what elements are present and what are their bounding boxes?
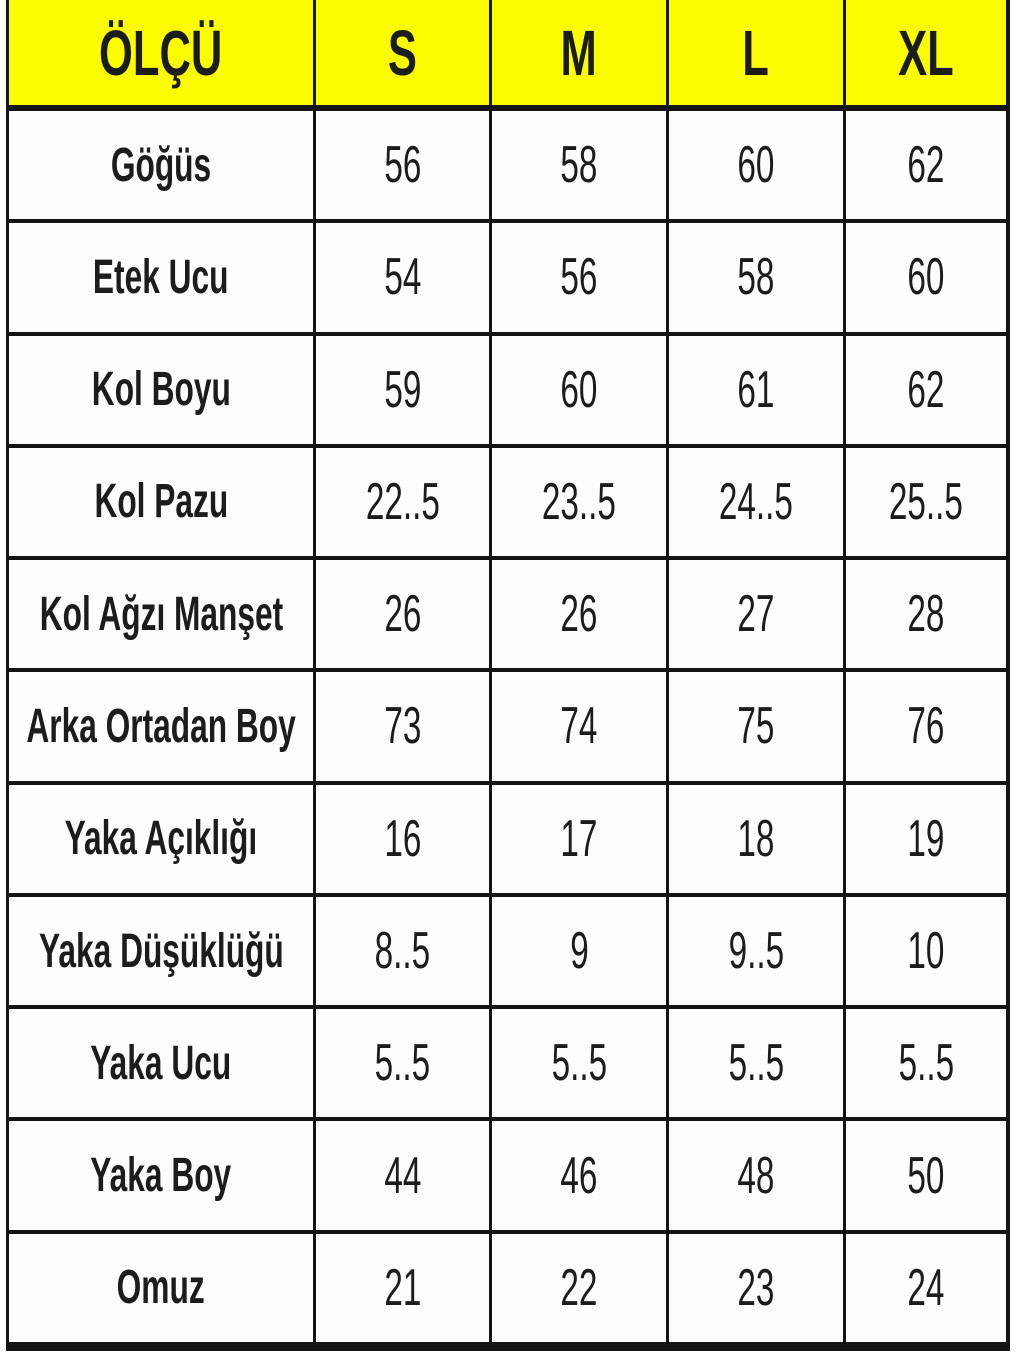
header-cell-size-m xyxy=(492,0,669,111)
size-value: 22 xyxy=(560,1258,598,1317)
size-value: 50 xyxy=(907,1146,945,1205)
size-value: 9 xyxy=(569,922,589,981)
size-value-cell xyxy=(316,1234,492,1346)
size-value: 26 xyxy=(560,585,598,644)
size-value: 58 xyxy=(737,248,775,307)
row-label-cell xyxy=(9,1121,316,1233)
size-value-cell xyxy=(669,560,846,672)
size-value-cell xyxy=(669,1121,846,1233)
size-value-cell xyxy=(316,111,492,223)
row-label: Yaka Boy xyxy=(90,1149,232,1203)
header-cell-size-xl xyxy=(846,0,1006,111)
size-value-cell xyxy=(316,336,492,448)
row-label: Arka Ortadan Boy xyxy=(26,699,296,753)
size-value-cell xyxy=(316,448,492,560)
row-label-cell xyxy=(9,336,316,448)
size-value: 56 xyxy=(383,136,422,195)
size-value-cell xyxy=(316,672,492,784)
size-value: 58 xyxy=(560,136,598,195)
size-value-cell xyxy=(316,785,492,897)
size-value-cell xyxy=(492,672,669,784)
size-value: 5..5 xyxy=(898,1034,954,1093)
size-value: 21 xyxy=(383,1258,422,1317)
size-value-cell xyxy=(669,111,846,223)
size-value: 23 xyxy=(737,1258,775,1317)
row-label: Kol Pazu xyxy=(94,475,228,529)
header-size-label-l: L xyxy=(742,16,770,89)
size-value-cell xyxy=(669,448,846,560)
row-label: Kol Ağzı Manşet xyxy=(39,587,283,641)
row-label-cell xyxy=(9,560,316,672)
size-value-cell xyxy=(846,223,1006,335)
size-value-cell xyxy=(492,223,669,335)
row-label: Yaka Açıklığı xyxy=(64,812,258,866)
row-label-cell xyxy=(9,785,316,897)
size-value-cell xyxy=(316,1009,492,1121)
size-value-cell xyxy=(492,1121,669,1233)
row-label: Göğüs xyxy=(110,138,212,192)
size-value: 10 xyxy=(907,922,945,981)
size-value: 73 xyxy=(383,697,422,756)
size-value: 28 xyxy=(907,585,945,644)
size-value-cell xyxy=(316,897,492,1009)
header-size-label-xl: XL xyxy=(898,16,954,89)
size-value-cell xyxy=(669,897,846,1009)
size-value: 56 xyxy=(560,248,598,307)
size-value-cell xyxy=(846,785,1006,897)
size-value-cell xyxy=(846,448,1006,560)
size-value-cell xyxy=(846,1234,1006,1346)
size-value: 26 xyxy=(383,585,422,644)
size-value-cell xyxy=(846,111,1006,223)
size-value-cell xyxy=(492,1009,669,1121)
size-value: 23..5 xyxy=(541,472,617,531)
size-value-cell xyxy=(846,560,1006,672)
size-value: 5..5 xyxy=(728,1034,784,1093)
size-value: 5..5 xyxy=(374,1034,431,1093)
size-value-cell xyxy=(669,1009,846,1121)
size-value: 75 xyxy=(737,697,775,756)
size-value-cell xyxy=(492,1234,669,1346)
row-label-cell xyxy=(9,111,316,223)
size-value-cell xyxy=(492,897,669,1009)
header-cell-size-s xyxy=(316,0,492,111)
size-value-cell xyxy=(316,560,492,672)
size-value-cell xyxy=(846,1009,1006,1121)
size-value: 44 xyxy=(383,1146,422,1205)
size-value-cell xyxy=(846,1121,1006,1233)
row-label: Kol Boyu xyxy=(91,363,231,417)
size-value: 5..5 xyxy=(551,1034,607,1093)
size-value: 24 xyxy=(907,1258,945,1317)
size-value: 25..5 xyxy=(888,472,964,531)
size-value-cell xyxy=(846,336,1006,448)
header-cell-size-l xyxy=(669,0,846,111)
size-value: 9..5 xyxy=(728,922,784,981)
size-value-cell xyxy=(492,111,669,223)
size-value: 62 xyxy=(907,136,945,195)
size-value: 48 xyxy=(737,1146,775,1205)
size-value: 19 xyxy=(907,809,945,868)
size-value-cell xyxy=(492,448,669,560)
size-value: 76 xyxy=(907,697,945,756)
header-size-label-m: M xyxy=(560,16,598,89)
row-label-cell xyxy=(9,1009,316,1121)
size-value: 17 xyxy=(560,809,598,868)
header-size-label-s: S xyxy=(387,16,418,89)
size-value-cell xyxy=(669,672,846,784)
row-label-cell xyxy=(9,672,316,784)
size-value-cell xyxy=(492,336,669,448)
size-value-cell xyxy=(669,223,846,335)
header-cell-measure xyxy=(9,0,316,111)
size-value: 24..5 xyxy=(718,472,794,531)
size-value-cell xyxy=(846,897,1006,1009)
size-value: 60 xyxy=(737,136,775,195)
size-value-cell xyxy=(669,1234,846,1346)
row-label: Yaka Ucu xyxy=(90,1036,232,1090)
size-value-cell xyxy=(316,1121,492,1233)
size-value: 8..5 xyxy=(374,922,431,981)
row-label-cell xyxy=(9,897,316,1009)
size-value: 60 xyxy=(560,360,598,419)
row-label: Etek Ucu xyxy=(93,250,229,304)
size-value: 61 xyxy=(737,360,775,419)
size-value: 59 xyxy=(383,360,422,419)
size-value: 22..5 xyxy=(365,472,440,531)
size-value-cell xyxy=(669,785,846,897)
size-value: 16 xyxy=(383,809,422,868)
row-label-cell xyxy=(9,1234,316,1346)
size-value-cell xyxy=(492,785,669,897)
header-measure-label: ÖLÇÜ xyxy=(99,16,223,89)
row-label-cell xyxy=(9,223,316,335)
row-label: Omuz xyxy=(116,1261,206,1315)
size-value-cell xyxy=(669,336,846,448)
size-value: 74 xyxy=(560,697,598,756)
size-value: 54 xyxy=(383,248,422,307)
size-value: 27 xyxy=(737,585,775,644)
size-value-cell xyxy=(492,560,669,672)
size-value-cell xyxy=(316,223,492,335)
size-value: 60 xyxy=(907,248,945,307)
size-value: 18 xyxy=(737,809,775,868)
size-value: 46 xyxy=(560,1146,598,1205)
row-label-cell xyxy=(9,448,316,560)
size-chart-table xyxy=(6,0,1010,1351)
size-value-cell xyxy=(846,672,1006,784)
row-label: Yaka Düşüklüğü xyxy=(38,924,284,978)
size-value: 62 xyxy=(907,360,945,419)
